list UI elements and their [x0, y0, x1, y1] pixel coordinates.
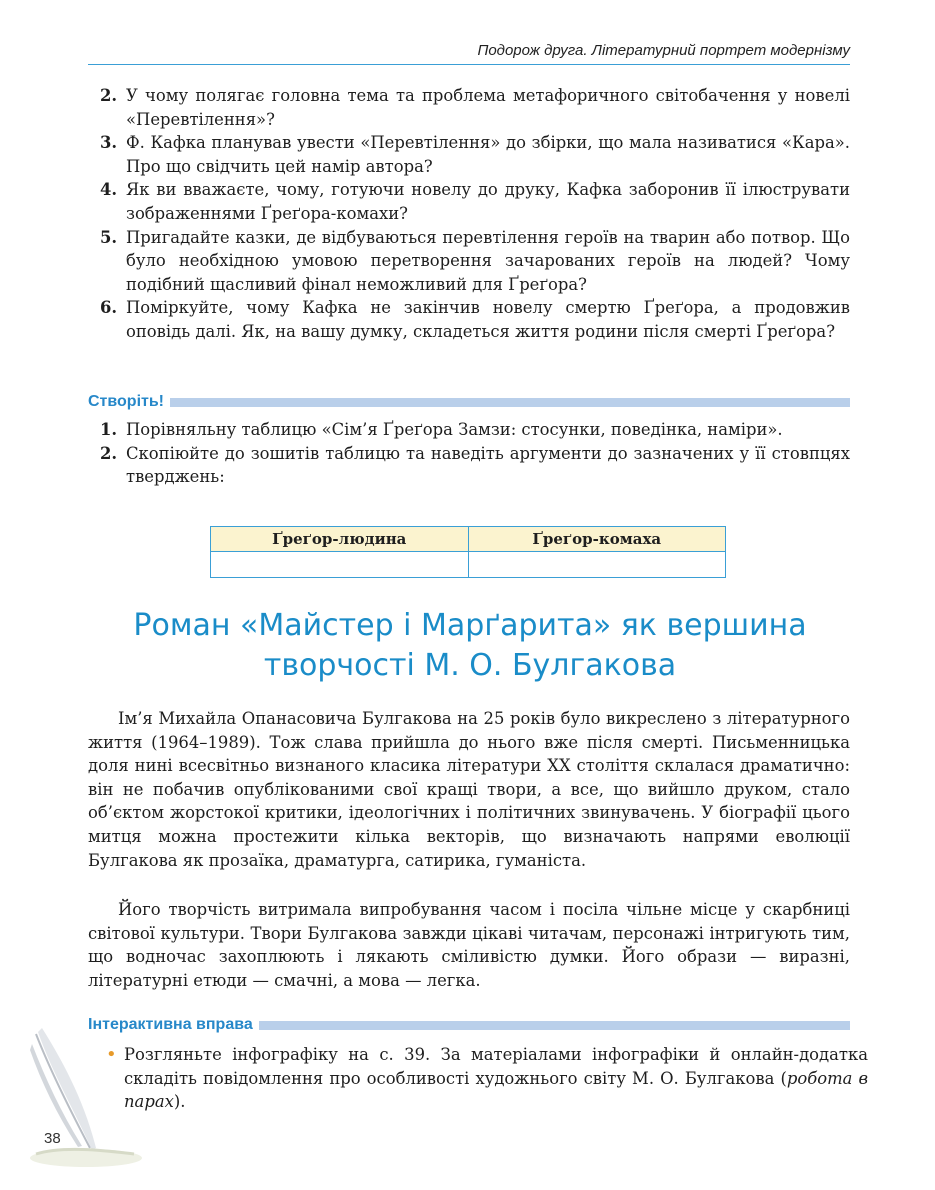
list-item — [100, 84, 850, 131]
interactive-section-heading — [88, 1015, 850, 1035]
item-text: Скопіюйте до зошитів таблицю та наведіть аргументи до зазначених у її стовпцях тверджень: — [126, 443, 850, 487]
table-row — [211, 552, 726, 578]
item-text: Поміркуйте, чому Кафка не закінчив новелу смертю Ґреґора, а продовжив оповідь далі. Як, на вашу думку, складеться життя родини після смерті Ґреґора? — [126, 298, 850, 341]
bullet-end: ). — [173, 1092, 186, 1112]
body-paragraph: Ім’я Михайла Опанасовича Булгакова на 25 років було викреслено з літературного життя (1964–1989). Тож слава прийшла до нього вже після смерті. Письменницька доля нині всесвітньо визнаного класика літератури XX століття склалася драматично: він не побачив опублікованими свої кращі твори, а все, що вийшло друком, стало об’єктом жорстокої критики, ідеологічних і політичних звинувачень. У біографії цього митця можна простежити кілька векторів, що визначають напрями еволюції Булгакова як прозаїка, драматурга, сатирика, гуманіста. — [88, 709, 850, 870]
list-item — [100, 226, 850, 297]
heading-bar — [88, 398, 850, 407]
body-paragraph: Його творчість витримала випробування часом і посіла чільне місце у скарбниці світової культури. Твори Булгакова завжди цікаві читачам, персонажі інтригують тим, що водночас захоплюють і лякають сміливістю думки. Його образи — виразні, літературні етюди — смачні, а мова — легка. — [88, 900, 850, 990]
table-cell — [211, 552, 469, 578]
bullet-italic: робота в парах — [124, 1068, 869, 1112]
column-header-human: Ґреґор-людина — [211, 527, 469, 552]
title-line-2: творчості М. О. Булгакова — [263, 648, 677, 683]
column-header-insect: Ґреґор-комаха — [468, 527, 726, 552]
item-number: 2. — [100, 86, 118, 105]
item-number: 4. — [100, 180, 118, 200]
create-heading-label: Створіть! — [88, 392, 170, 412]
item-text: Як ви вважаєте, чому, готуючи новелу до друку, Кафка заборонив її ілюструвати зображеннями Ґреґора-комахи? — [126, 180, 850, 223]
item-text: У чому полягає головна тема та проблема метафоричного світобачення у новелі «Перевтілення»? — [126, 86, 850, 129]
bullet-dot-icon: • — [106, 1044, 117, 1065]
create-list — [100, 418, 850, 489]
list-item — [100, 178, 850, 225]
page-number: 38 — [44, 1130, 61, 1147]
comparison-table — [210, 526, 726, 578]
header-rule — [88, 64, 850, 65]
quill-icon — [22, 1020, 142, 1170]
interactive-heading-label: Інтерактивна вправа — [88, 1015, 259, 1035]
table-cell — [468, 552, 726, 578]
item-number: 1. — [100, 420, 118, 439]
title-line-1: Роман «Майстер і Марґарита» як вершина — [133, 608, 807, 643]
table-header-row — [211, 527, 726, 552]
item-number: 5. — [100, 227, 118, 247]
item-text: Ф. Кафка планував увести «Перевтілення» до збірки, що мала називатися «Кара». Про що свідчить цей намір автора? — [126, 133, 850, 176]
item-text: Порівняльну таблицю «Сім’я Ґреґора Замзи: стосунки, поведінка, наміри». — [126, 420, 783, 439]
running-header: Подорож друга. Літературний портрет модернізму — [477, 42, 850, 59]
create-section-heading — [88, 392, 850, 412]
list-item — [100, 442, 850, 489]
item-number: 2. — [100, 443, 118, 463]
list-item — [100, 418, 850, 442]
item-text: Пригадайте казки, де відбуваються перевтілення героїв на тварин або потвор. Що було необхідною умовою перетворення зачарованих героїв на людей? Чому подібний щасливий фінал неможливий для Ґреґора? — [126, 227, 850, 294]
questions-list — [100, 84, 850, 344]
item-number: 3. — [100, 133, 118, 153]
task-bullet — [106, 1043, 868, 1114]
list-item — [100, 296, 850, 343]
list-item — [100, 131, 850, 178]
bullet-text: Розгляньте інфографіку на с. 39. За матеріалами інфографіки й онлайн-додатка складіть повідомлення про особливості художнього світу М. О. Булгакова ( — [124, 1045, 868, 1088]
section-title — [90, 606, 850, 686]
item-number: 6. — [100, 298, 118, 318]
